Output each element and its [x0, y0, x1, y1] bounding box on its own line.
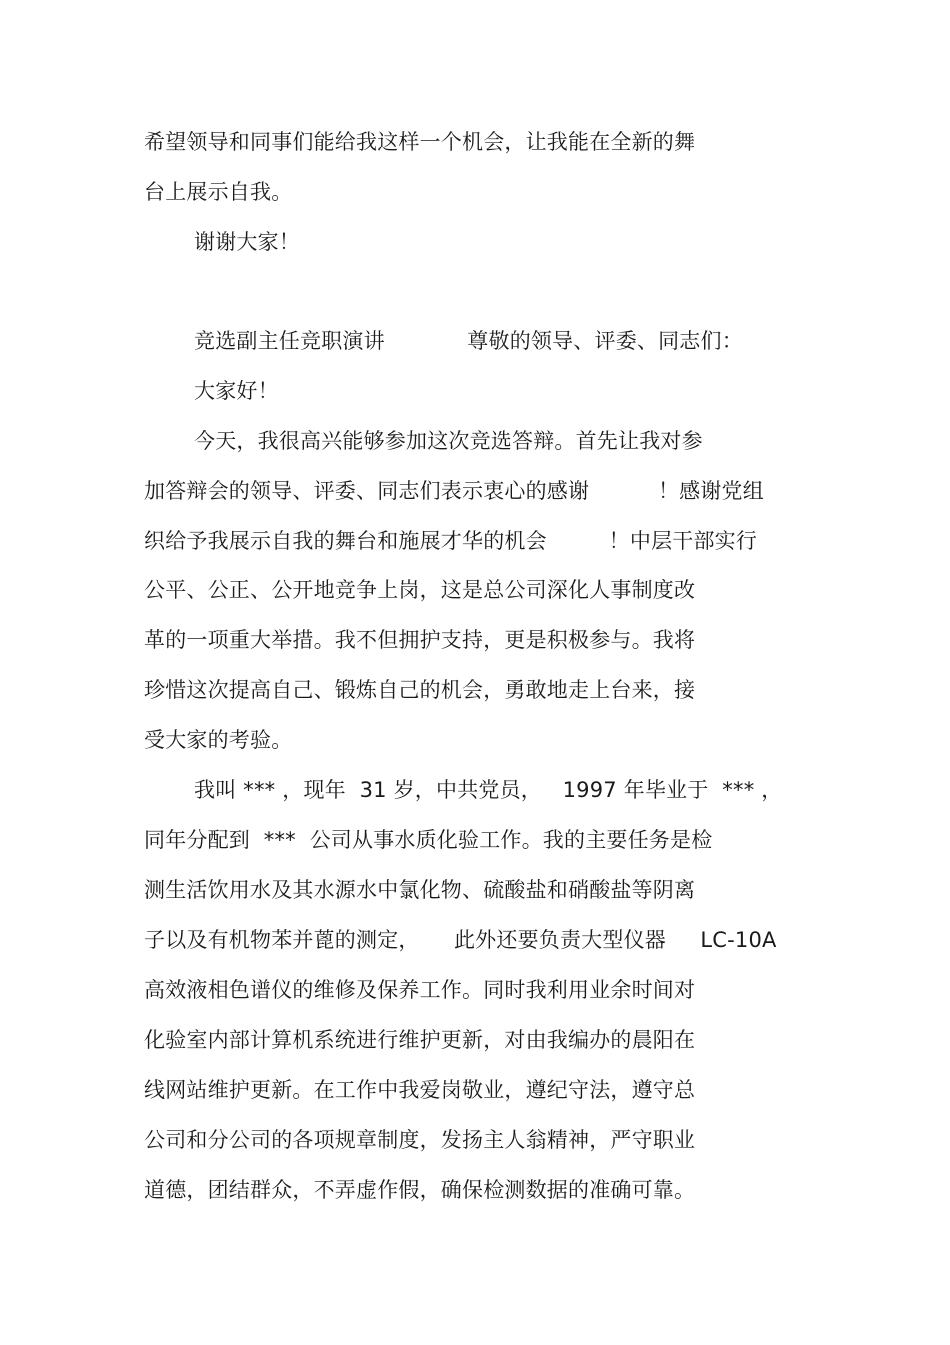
- paragraph-line: 革的一项重大举措。我不但拥护支持，更是积极参与。我将: [144, 628, 696, 652]
- paragraph-line: 受大家的考验。: [144, 728, 293, 752]
- paragraph-line: 线网站维护更新。在工作中我爱岗敬业，遵纪守法，遵守总: [144, 1078, 696, 1102]
- paragraph-line: 化验室内部计算机系统进行维护更新，对由我编办的晨阳在: [144, 1028, 696, 1052]
- speech-title: 竞选副主任竞职演讲 尊敬的领导、评委、同志们：: [194, 329, 743, 353]
- paragraph-line: 台上展示自我。: [144, 180, 293, 204]
- paragraph-line: 公司和分公司的各项规章制度，发扬主人翁精神，严守职业: [144, 1128, 696, 1152]
- paragraph-line: 高效液相色谱仪的维修及保养工作。同时我利用业余时间对: [144, 978, 696, 1002]
- paragraph-line: 道德，团结群众，不弄虚作假，确保检测数据的准确可靠。: [144, 1178, 696, 1202]
- greeting: 大家好！: [194, 379, 279, 403]
- paragraph-line: 同年分配到 *** 公司从事水质化验工作。我的主要任务是检: [144, 828, 713, 852]
- paragraph-line: 织给予我展示自我的舞台和施展才华的机会 ！中层干部实行: [144, 529, 758, 553]
- paragraph-line: 珍惜这次提高自己、锻炼自己的机会，勇敢地走上台来，接: [144, 678, 696, 702]
- paragraph-line: 测生活饮用水及其水源水中氯化物、硫酸盐和硝酸盐等阴离: [144, 878, 696, 902]
- paragraph-line: 希望领导和同事们能给我这样一个机会，让我能在全新的舞: [144, 130, 696, 154]
- paragraph-line: 我叫 *** ，现年 31 岁，中共党员， 1997 年毕业于 *** ，: [194, 778, 783, 802]
- paragraph-line: 加答辩会的领导、评委、同志们表示衷心的感谢 ！感谢党组: [144, 479, 764, 503]
- paragraph-line: 今天，我很高兴能够参加这次竞选答辩。首先让我对参: [194, 429, 703, 453]
- closing-thanks: 谢谢大家！: [194, 230, 300, 254]
- paragraph-line: 子以及有机物苯并蓖的测定， 此外还要负责大型仪器 LC-10A: [144, 928, 777, 952]
- paragraph-line: 公平、公正、公开地竞争上岗，这是总公司深化人事制度改: [144, 578, 696, 602]
